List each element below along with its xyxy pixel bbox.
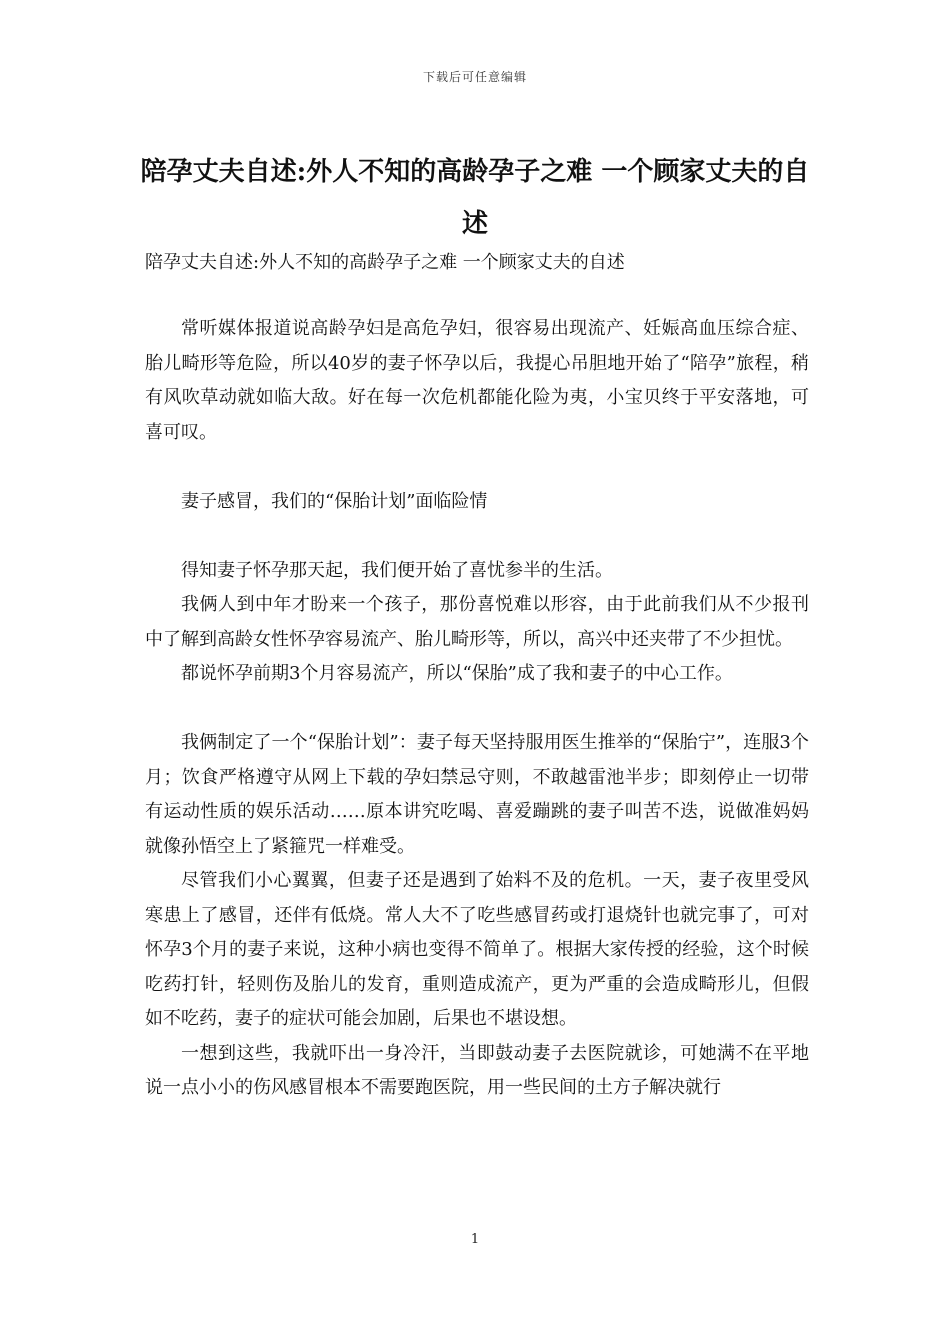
document-subtitle: 陪孕丈夫自述:外人不知的高龄孕子之难 一个顾家丈夫的自述: [145, 252, 625, 273]
document-body: [145, 312, 809, 1106]
paragraph: 尽管我们小心翼翼，但妻子还是遇到了始料不及的危机。一天，妻子夜里受风寒患上了感冒，还伴有低烧。常人大不了吃些感冒药或打退烧针也就完事了，可对怀孕3个月的妻子来说，这种小病也变得不简单了。根据大家传授的经验，这个时候吃药打针，轻则伤及胎儿的发育，重则造成流产，更为严重的会造成畸形儿，但假如不吃药，妻子的症状可能会加剧，后果也不堪设想。: [145, 870, 809, 1029]
paragraph: 得知妻子怀孕那天起，我们便开始了喜忧参半的生活。: [181, 559, 613, 581]
paragraph: 都说怀孕前期3个月容易流产，所以“保胎”成了我和妻子的中心工作。: [181, 663, 733, 684]
section-heading: 妻子感冒，我们的“保胎计划”面临险情: [181, 490, 488, 512]
header-note: 下载后可任意编辑: [422, 70, 527, 84]
page-number: 1: [470, 1232, 480, 1247]
paragraph: 一想到这些，我就吓出一身冷汗，当即鼓动妻子去医院就诊，可她满不在平地说一点小小的伤风感冒根本不需要跑医院，用一些民间的土方子解决就行: [145, 1042, 809, 1098]
paragraph: 我俩制定了一个“保胎计划”：妻子每天坚持服用医生推举的“保胎宁”，连服3个月；饮食严格遵守从网上下载的孕妇禁忌守则，不敢越雷池半步；即刻停止一切带有运动性质的娱乐活动……原本讲究吃喝、喜爱蹦跳的妻子叫苦不迭，说做准妈妈就像孙悟空上了紧箍咒一样难受。: [145, 732, 809, 857]
paragraph: 我俩人到中年才盼来一个孩子，那份喜悦难以形容，由于此前我们从不少报刊中了解到高龄女性怀孕容易流产、胎儿畸形等，所以，高兴中还夹带了不少担忧。: [145, 594, 809, 650]
document-title: 陪孕丈夫自述:外人不知的高龄孕子之难 一个顾家丈夫的自述: [140, 157, 810, 239]
paragraph-intro: 常听媒体报道说高龄孕妇是高危孕妇，很容易出现流产、妊娠高血压综合症、胎儿畸形等危险，所以40岁的妻子怀孕以后，我提心吊胆地开始了“陪孕”旅程，稍有风吹草动就如临大敌。好在每一次危机都能化险为夷，小宝贝终于平安落地，可喜可叹。: [145, 318, 809, 443]
